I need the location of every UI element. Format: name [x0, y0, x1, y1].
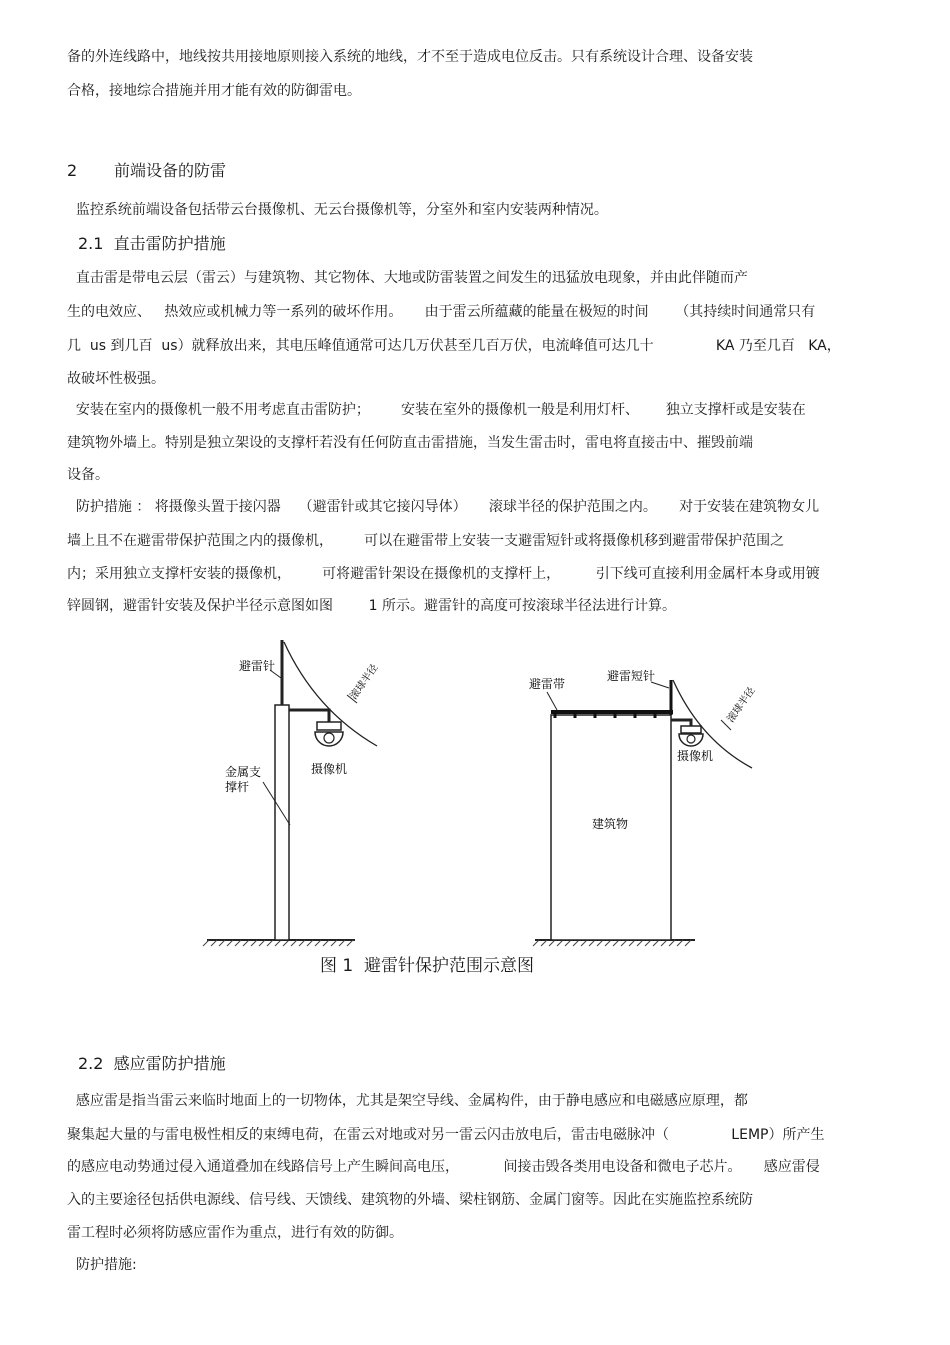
- label-strip: 避雷带: [529, 677, 566, 691]
- camera-left-icon: [315, 722, 343, 746]
- intro-line-1: 备的外连线路中，地线按共用接地原则接入系统的地线，才不至于造成电位反击。只有系统设计合理、设备安装: [67, 49, 753, 65]
- p2-line-3: 设备。: [67, 467, 109, 483]
- lightning-rod-diagram: [195, 640, 775, 950]
- label-camera-right: 摄像机: [677, 749, 714, 763]
- p3-line-4: 锌圆钢，避雷针安装及保护半径示意图如图 1 所示。避雷针的高度可按滚球半径法进行计算。: [67, 598, 676, 614]
- p4-line-1: 感应雷是指当雷云来临时地面上的一切物体，尤其是架空导线、金属构件，由于静电感应和电磁感应原理，都: [67, 1093, 748, 1109]
- label-short-rod: 避雷短针: [607, 669, 656, 683]
- p4-line-5: 雷工程时必须将防感应雷作为重点，进行有效的防御。: [67, 1225, 403, 1241]
- camera-arm-left: [289, 710, 329, 722]
- label-pole-2: 撑杆: [225, 780, 250, 794]
- p3-line-1: 防护措施 ： 将摄像头置于接闪器 （避雷针或其它接闪导体） 滚球半径的保护范围之内。 对于安装在建筑物女儿: [67, 499, 820, 515]
- label-radius-right: 滚球半径: [725, 685, 758, 725]
- intro-line-2: 合格，接地综合措施并用才能有效的防御雷电。: [67, 83, 361, 99]
- p1-line-4: 故破坏性极强。: [67, 371, 165, 387]
- label-radius-left: 滚球半径: [348, 662, 381, 702]
- p2-line-2: 建筑物外墙上。特别是独立架设的支撑杆若没有任何防直击雷措施，当发生雷击时，雷电将直接击中、摧毁前端: [67, 435, 753, 451]
- figure-caption: 图 1 避雷针保护范围示意图: [320, 956, 535, 976]
- p4-line-3: 的感应电动势通过侵入通道叠加在线路信号上产生瞬间高电压， 间接击毁各类用电设备和微电子芯片。 感应雷侵: [67, 1159, 820, 1175]
- ground-right: [533, 940, 695, 946]
- metal-pole: [275, 705, 289, 940]
- label-camera-left: 摄像机: [311, 762, 348, 776]
- subsection-2-2-title: 2.2 感应雷防护措施: [78, 1054, 226, 1073]
- label-building: 建筑物: [592, 817, 629, 831]
- section-number: 2: [67, 161, 78, 180]
- camera-right-icon: [679, 726, 703, 746]
- label-rod: 避雷针: [239, 659, 276, 673]
- p1-line-2: 生的电效应、 热效应或机械力等一系列的破坏作用。 由于雷云所蕴藏的能量在极短的时间 （其持续时间通常只有: [67, 304, 816, 320]
- p2-line-1: 安装在室内的摄像机一般不用考虑直击雷防护； 安装在室外的摄像机一般是利用灯杆、 独立支撑杆或是安装在: [67, 402, 806, 418]
- leader-strip: [547, 692, 557, 710]
- subsection-2-1-title: 2.1 直击雷防护措施: [78, 234, 226, 253]
- p1-line-3: 几 us 到几百 us）就释放出来，其电压峰值通常可达几万伏甚至几百万伏，电流峰值可达几十 KA 乃至几百 KA，: [67, 338, 841, 354]
- label-pole-1: 金属支: [225, 765, 262, 779]
- p3-line-2: 墙上且不在避雷带保护范围之内的摄像机， 可以在避雷带上安装一支避雷短针或将摄像机移到避雷带保护范围之: [67, 533, 785, 549]
- p4-line-4: 入的主要途径包括供电源线、信号线、天馈线、建筑物的外墙、梁柱钢筋、金属门窗等。因此在实施监控系统防: [67, 1192, 753, 1208]
- p3-line-3: 内；采用独立支撑杆安装的摄像机， 可将避雷针架设在摄像机的支撑杆上， 引下线可直接利用金属杆本身或用镀: [67, 566, 820, 582]
- ground-left: [203, 940, 355, 946]
- section-title: 前端设备的防雷: [114, 161, 227, 180]
- p1-line-1: 直击雷是带电云层（雷云）与建筑物、其它物体、大地或防雷装置之间发生的迅猛放电现象，并由此伴随而产: [67, 270, 748, 286]
- p4-line-2: 聚集起大量的与雷电极性相反的束缚电荷，在雷云对地或对另一雷云闪击放电后，雷击电磁脉冲（ LEMP）所产生: [67, 1127, 825, 1143]
- measures-label: 防护措施:: [76, 1257, 137, 1273]
- section2-paragraph: 监控系统前端设备包括带云台摄像机、无云台摄像机等，分室外和室内安装两种情况。: [67, 202, 608, 218]
